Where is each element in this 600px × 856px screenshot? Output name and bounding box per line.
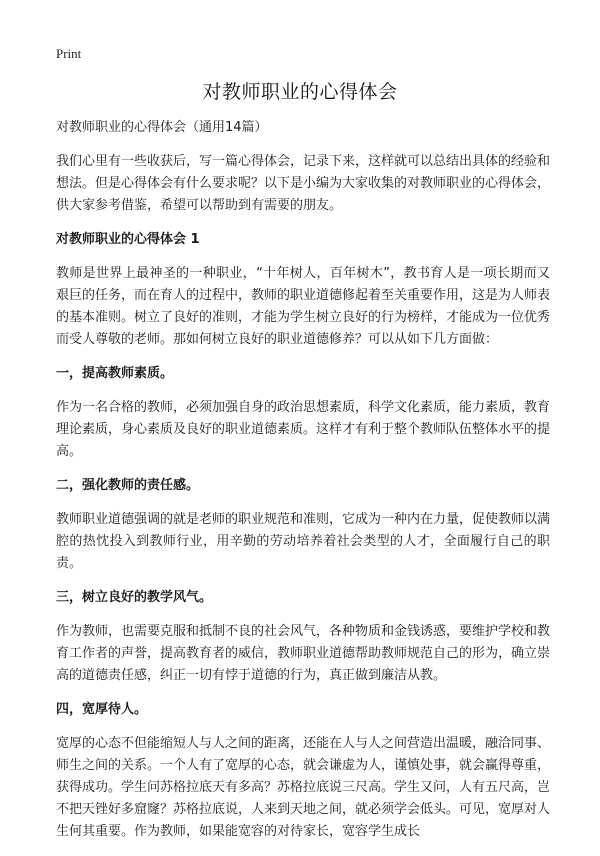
point-heading-4: 四，宽厚待人。	[56, 702, 148, 717]
point-heading-3: 三，树立良好的教学风气。	[56, 590, 213, 605]
section-intro-paragraph: 教师是世界上最神圣的一种职业，“十年树人，百年树木”，教书育人是一项长期而又艰巨的任务，而在育人的过程中，教师的职业道德修起着至关重要作用，这是为人师表的基本准则。树立了良好的准则，才能为学生树立良好的行为榜样，才能成为一位优秀而受人尊敬的老师。那如何树立良好的职业道德修养？可以从如下几方面做：	[56, 266, 551, 347]
point-paragraph-3: 作为教师，也需要克服和抵制不良的社会风气，各种物质和金钱诱惑，要维护学校和教育工作者的声誉，提高教育者的威信，教师职业道德帮助教师规范自己的形为，确立崇高的道德责任感，纠正一切有悖于道德的行为，真正做到廉洁从教。	[56, 624, 551, 683]
point-paragraph-4: 宽厚的心态不但能缩短人与人之间的距离，还能在人与人之间营造出温暖，融洽同事、师生之间的关系。一个人有了宽厚的心态，就会谦虚为人，谨慎处事，就会赢得尊重，获得成功。学生问苏格拉底天有多高？苏格拉底说三尺高。学生又问，人有五尺高，岂不把天锉好多窟窿？苏格拉底说，人来到天地之间，就必须学会低头。可见，宽厚对人生何其重要。作为教师，如果能宽容的对待家长，宽容学生成长	[56, 736, 551, 839]
point-paragraph-1: 作为一名合格的教师，必须加强自身的政治思想素质，科学文化素质，能力素质，教育理论素质，身心素质及良好的职业道德素质。这样才有利于整个教师队伍整体水平的提高。	[56, 400, 551, 459]
article-subtitle: 对教师职业的心得体会（通用14篇）	[56, 120, 268, 135]
article-body	[56, 118, 550, 856]
point-heading-1: 一，提高教师素质。	[56, 366, 174, 381]
point-heading-2: 二，强化教师的责任感。	[56, 478, 200, 493]
point-paragraph-2: 教师职业道德强调的就是老师的职业规范和准则，它成为一种内在力量，促使教师以满腔的热忱投入到教师行业，用辛勤的劳动培养着社会类型的人才，全面履行自己的职责。	[56, 512, 551, 571]
section-heading: 对教师职业的心得体会 1	[56, 232, 200, 247]
intro-paragraph: 我们心里有一些收获后，写一篇心得体会，记录下来，这样就可以总结出具体的经验和想法。但是心得体会有什么要求呢？以下是小编为大家收集的对教师职业的心得体会，供大家参考借鉴，希望可以帮助到有需要的朋友。	[56, 154, 551, 213]
print-button[interactable]: Print	[56, 46, 82, 61]
page-title: 对教师职业的心得体会	[202, 81, 398, 103]
